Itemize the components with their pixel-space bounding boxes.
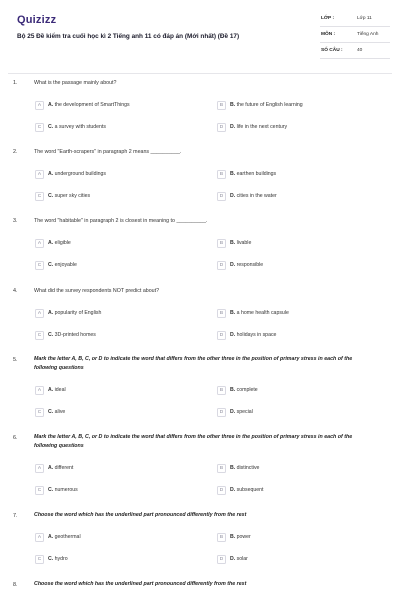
option-letter-box: C bbox=[35, 408, 44, 417]
meta-value: Lớp 11 bbox=[357, 16, 372, 21]
option-body: hydro bbox=[54, 556, 68, 562]
option-body: super sky cities bbox=[54, 193, 91, 199]
question-text: What is the passage mainly about? bbox=[34, 80, 117, 86]
quizizz-logo: Quizizz bbox=[17, 14, 57, 26]
option-letter-box: C bbox=[35, 331, 44, 340]
option-text bbox=[48, 240, 71, 246]
option-letter-box: D bbox=[217, 486, 226, 495]
option-letter-box: C bbox=[35, 486, 44, 495]
option-text bbox=[230, 409, 253, 415]
option-text bbox=[48, 465, 73, 471]
option-body: complete bbox=[236, 387, 258, 393]
option-label: A. bbox=[48, 102, 54, 108]
option-body: eligible bbox=[54, 240, 71, 246]
option-text bbox=[48, 409, 65, 415]
option-body: popularity of English bbox=[54, 310, 102, 316]
option-label: B. bbox=[230, 310, 236, 316]
option-text bbox=[48, 171, 106, 177]
option-body: ideal bbox=[54, 387, 66, 393]
meta-grade bbox=[320, 12, 390, 27]
option-body: a survey with students bbox=[54, 124, 106, 130]
option-text bbox=[230, 102, 303, 108]
option-letter-box: B bbox=[217, 309, 226, 318]
option-text bbox=[230, 465, 259, 471]
option-letter-box: A bbox=[35, 464, 44, 473]
option-body: earthen buildings bbox=[236, 171, 277, 177]
question-text: Choose the word which has the underlined part pronounced differently from the rest bbox=[34, 581, 247, 587]
option-letter-box: A bbox=[35, 239, 44, 248]
option-body: geothermal bbox=[54, 534, 81, 540]
option-body: livable bbox=[236, 240, 252, 246]
question-text: What did the survey respondents NOT predict about? bbox=[34, 288, 160, 294]
meta-value: Tiếng Anh bbox=[357, 32, 379, 37]
meta-question-count bbox=[320, 44, 390, 59]
question-text: Choose the word which has the underlined part pronounced differently from the rest bbox=[34, 512, 247, 518]
option-letter-box: C bbox=[35, 555, 44, 564]
option-label: C. bbox=[48, 556, 54, 562]
option-letter-box: C bbox=[35, 123, 44, 132]
option-body: subsequent bbox=[236, 487, 264, 493]
option-body: cities in the water bbox=[236, 193, 277, 199]
option-body: responsible bbox=[236, 262, 264, 268]
option-label: D. bbox=[230, 332, 236, 338]
option-label: A. bbox=[48, 534, 54, 540]
option-label: C. bbox=[48, 409, 54, 415]
option-text bbox=[230, 262, 263, 268]
option-text bbox=[230, 556, 248, 562]
option-label: D. bbox=[230, 487, 236, 493]
option-body: holidays in space bbox=[236, 332, 277, 338]
option-label: D. bbox=[230, 556, 236, 562]
option-text bbox=[48, 193, 90, 199]
option-label: B. bbox=[230, 171, 236, 177]
question-text: Mark the letter A, B, C, or D to indicate the word that differs from the other three in the position of primary stress in each of the following questions bbox=[34, 356, 353, 371]
option-letter-box: D bbox=[217, 331, 226, 340]
option-letter-box: D bbox=[217, 123, 226, 132]
option-body: different bbox=[54, 465, 74, 471]
option-text bbox=[230, 240, 251, 246]
meta-label: MÔN : bbox=[321, 32, 336, 37]
option-text bbox=[230, 171, 276, 177]
option-letter-box: D bbox=[217, 555, 226, 564]
option-label: B. bbox=[230, 102, 236, 108]
option-letter-box: A bbox=[35, 101, 44, 110]
option-label: C. bbox=[48, 124, 54, 130]
option-label: A. bbox=[48, 387, 54, 393]
question-number: 4. bbox=[13, 288, 18, 294]
option-letter-box: B bbox=[217, 239, 226, 248]
option-label: A. bbox=[48, 171, 54, 177]
option-label: D. bbox=[230, 262, 236, 268]
option-body: the future of English learning bbox=[236, 102, 303, 108]
meta-label: SỐ CÂU : bbox=[321, 48, 343, 53]
option-label: C. bbox=[48, 262, 54, 268]
option-text bbox=[230, 332, 276, 338]
question-text: Mark the letter A, B, C, or D to indicate the word that differs from the other three in the position of primary stress in each of the following questions bbox=[34, 434, 353, 449]
question-number: 5. bbox=[13, 357, 18, 363]
worksheet-header bbox=[0, 0, 400, 66]
option-text bbox=[48, 332, 96, 338]
option-text bbox=[48, 534, 81, 540]
option-text bbox=[230, 387, 258, 393]
option-body: solar bbox=[236, 556, 248, 562]
question-number: 1. bbox=[13, 80, 18, 86]
option-letter-box: D bbox=[217, 408, 226, 417]
option-body: power bbox=[236, 534, 251, 540]
option-text bbox=[48, 262, 77, 268]
option-letter-box: C bbox=[35, 192, 44, 201]
question-number: 8. bbox=[13, 582, 18, 588]
option-text bbox=[48, 310, 101, 316]
option-letter-box: B bbox=[217, 386, 226, 395]
option-text bbox=[230, 124, 287, 130]
option-letter-box: A bbox=[35, 170, 44, 179]
option-letter-box: A bbox=[35, 309, 44, 318]
option-text bbox=[230, 487, 263, 493]
option-letter-box: D bbox=[217, 192, 226, 201]
option-label: D. bbox=[230, 124, 236, 130]
question-number: 6. bbox=[13, 435, 18, 441]
option-label: A. bbox=[48, 240, 54, 246]
option-label: C. bbox=[48, 332, 54, 338]
option-body: enjoyable bbox=[54, 262, 77, 268]
option-text bbox=[48, 387, 66, 393]
question-text: The word "Earth-scrapers" in paragraph 2 means __________. bbox=[34, 149, 182, 155]
option-body: life in the next century bbox=[236, 124, 288, 130]
option-label: B. bbox=[230, 534, 236, 540]
question-number: 7. bbox=[13, 513, 18, 519]
option-body: numerous bbox=[54, 487, 78, 493]
option-text bbox=[48, 556, 68, 562]
option-letter-box: B bbox=[217, 533, 226, 542]
option-letter-box: C bbox=[35, 261, 44, 270]
option-label: B. bbox=[230, 465, 236, 471]
option-label: B. bbox=[230, 387, 236, 393]
option-letter-box: B bbox=[217, 464, 226, 473]
option-label: D. bbox=[230, 409, 236, 415]
option-body: distinctive bbox=[236, 465, 260, 471]
option-body: a home health capsule bbox=[236, 310, 289, 316]
meta-subject bbox=[320, 28, 390, 43]
option-body: 3D-printed homes bbox=[54, 332, 96, 338]
option-label: A. bbox=[48, 465, 54, 471]
option-letter-box: B bbox=[217, 101, 226, 110]
option-text bbox=[230, 534, 251, 540]
option-body: the development of SmartThings bbox=[54, 102, 130, 108]
meta-value: 40 bbox=[357, 48, 363, 53]
question-text: The word "habitable" in paragraph 2 is closest in meaning to __________. bbox=[34, 218, 208, 224]
option-body: alive bbox=[54, 409, 66, 415]
option-text bbox=[48, 487, 78, 493]
option-label: B. bbox=[230, 240, 236, 246]
option-label: C. bbox=[48, 193, 54, 199]
option-text bbox=[48, 102, 130, 108]
option-text bbox=[48, 124, 106, 130]
option-label: A. bbox=[48, 310, 54, 316]
option-body: underground buildings bbox=[54, 171, 106, 177]
option-text bbox=[230, 310, 289, 316]
option-text bbox=[230, 193, 277, 199]
option-body: special bbox=[236, 409, 253, 415]
option-letter-box: A bbox=[35, 533, 44, 542]
question-number: 3. bbox=[13, 218, 18, 224]
option-label: D. bbox=[230, 193, 236, 199]
option-letter-box: A bbox=[35, 386, 44, 395]
meta-label: LỚP : bbox=[321, 16, 335, 21]
option-label: C. bbox=[48, 487, 54, 493]
page-title: Bộ 25 Đề kiểm tra cuối học kì 2 Tiếng anh 11 có đáp án (Mới nhất) (Đề 17) bbox=[17, 33, 240, 40]
question-number: 2. bbox=[13, 149, 18, 155]
header-divider bbox=[8, 73, 392, 74]
option-letter-box: B bbox=[217, 170, 226, 179]
option-letter-box: D bbox=[217, 261, 226, 270]
